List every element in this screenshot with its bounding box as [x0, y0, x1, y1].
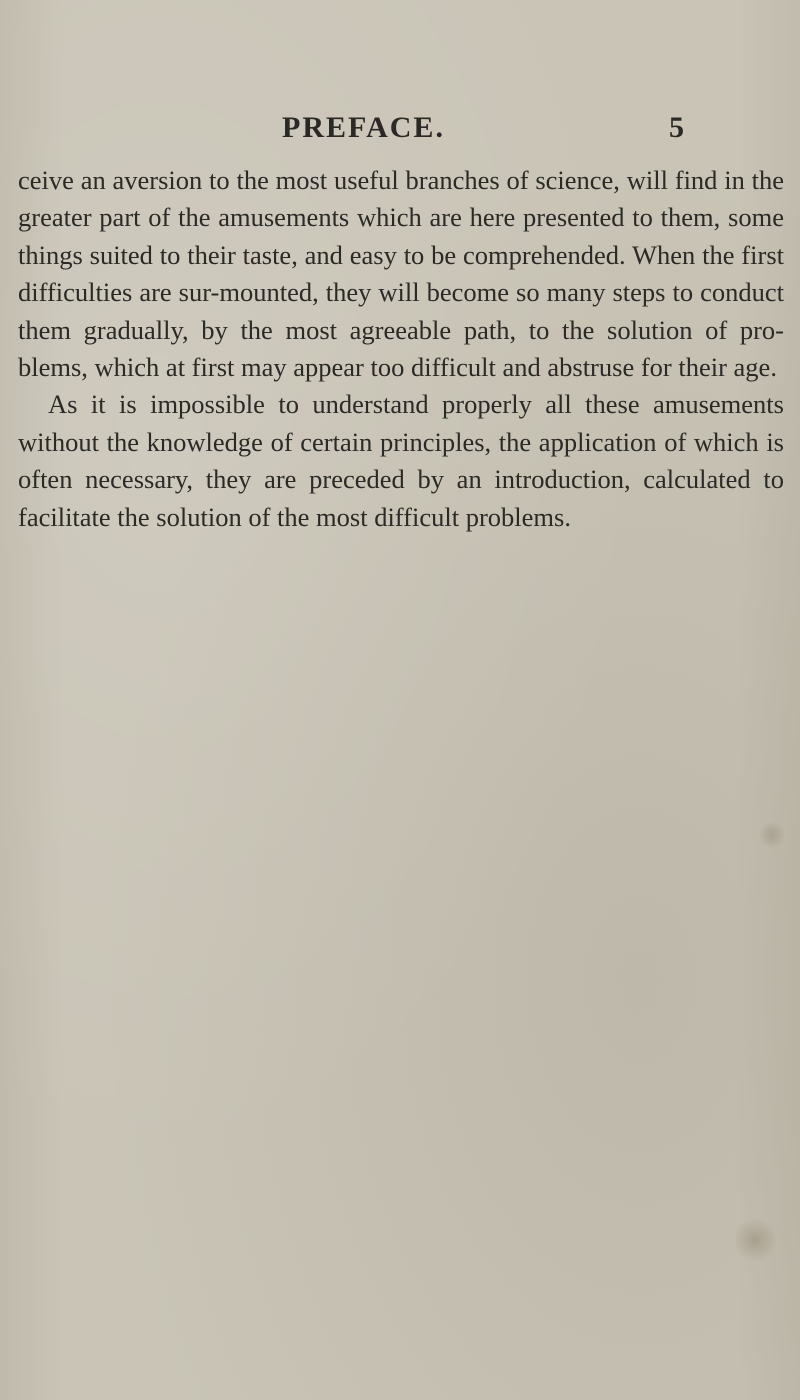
- page-number: 5: [669, 111, 684, 144]
- body-text: [18, 162, 784, 536]
- paragraph: As it is impossible to understand properly all these amusements without the knowledge of certain principles, the application of which is often necessary, they are preceded by an introduction, calculated to facilitate the solution of the most difficult problems.: [18, 389, 784, 532]
- paper-stain: [735, 1215, 775, 1265]
- running-head: [0, 108, 800, 148]
- paper-stain: [760, 820, 784, 850]
- paragraph: ceive an aversion to the most useful branches of science, will find in the greater part of the amusements which are here presented to them, some things suited to their taste, and easy to be comprehended. When the first difficulties are sur-mounted, they will become so many steps to conduct them gradually, by the most agreeable path, to the solution of pro-blems, which at first may appear too difficult and abstruse for their age.: [18, 165, 784, 383]
- running-title: PREFACE.: [282, 111, 445, 144]
